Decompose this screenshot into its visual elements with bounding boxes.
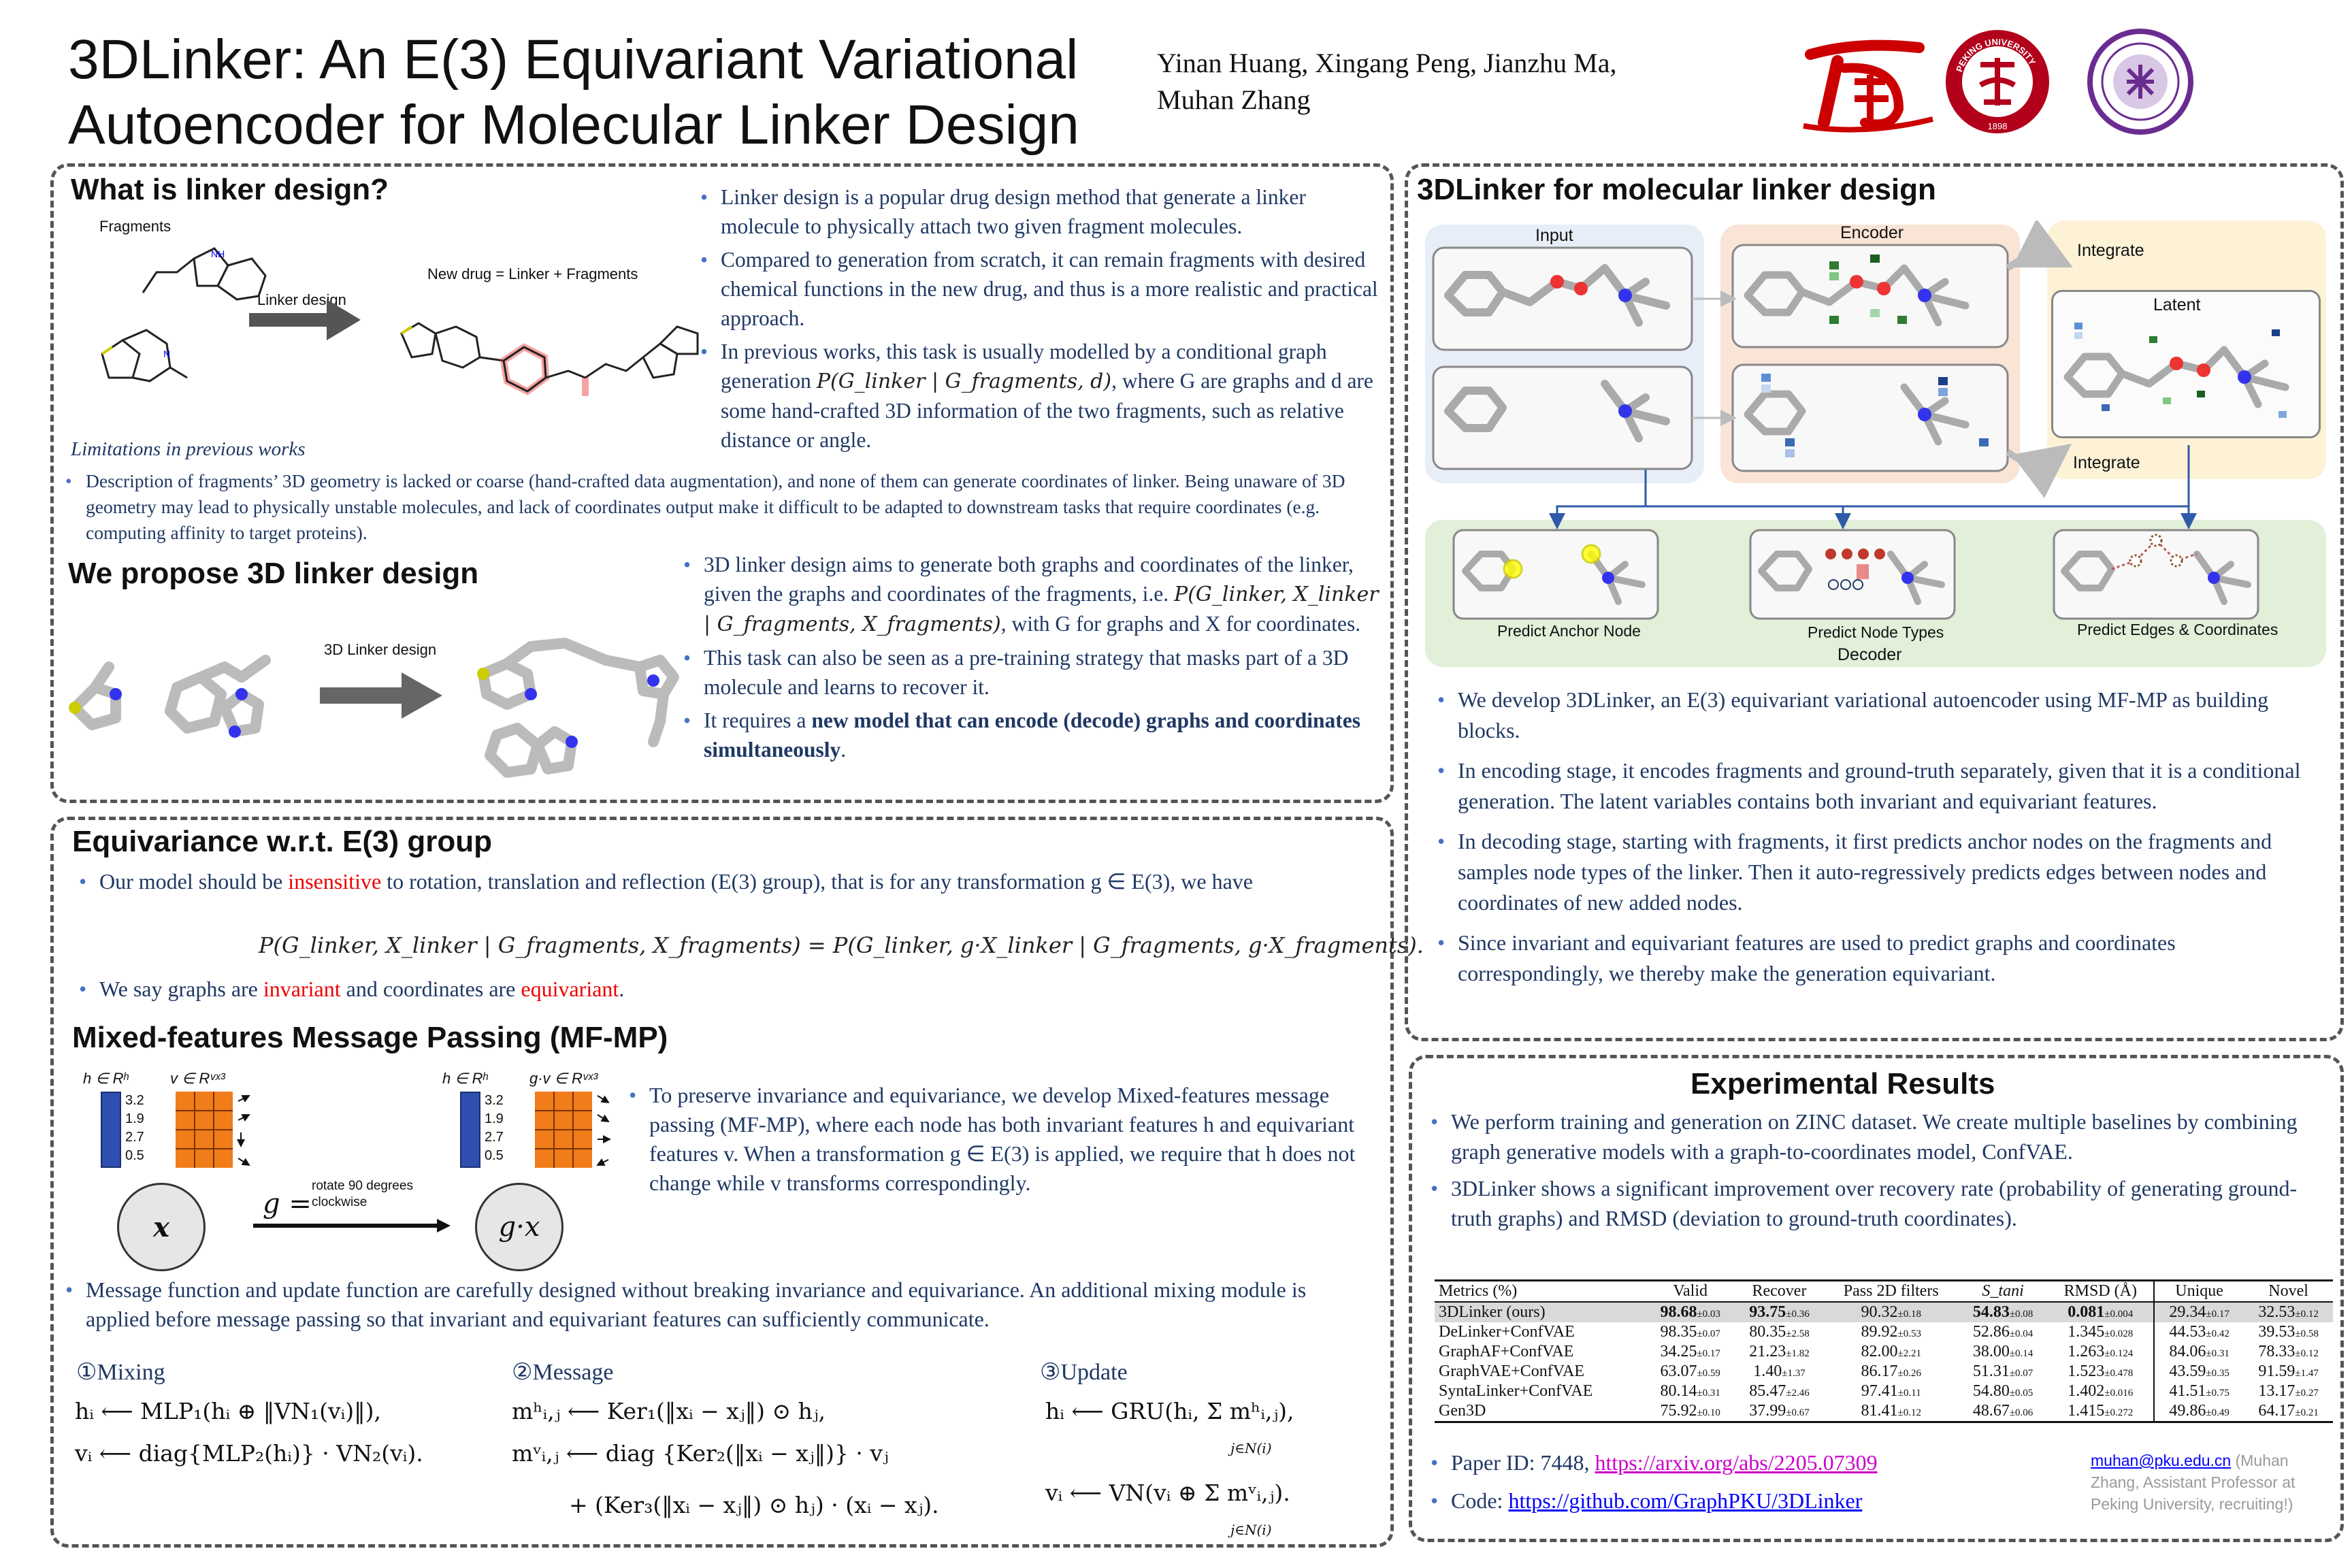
g-equals: g = [263,1188,312,1220]
col-novel: Novel [2268,1282,2308,1300]
title-line-2: Autoencoder for Molecular Linker Design [68,94,1079,156]
table-cell: 1.40±1.37 [1753,1362,1806,1380]
table-cell: 98.35±0.07 [1660,1323,1720,1341]
update-eq-2: vᵢ ⟵ VN(vᵢ ⊕ Σ mᵛᵢ,ⱼ). [1045,1480,1290,1506]
mixing-eq-1: hᵢ ⟵ MLP₁(hᵢ ⊕ ‖VN₁(vᵢ)‖), [75,1398,382,1424]
row-method-name: GraphVAE+ConfVAE [1439,1362,1584,1380]
table-cell: 89.92±0.53 [1861,1323,1922,1341]
3d-linker-figure [61,592,694,796]
table-cell: 1.402±0.016 [2047,1382,2154,1401]
node-gx: g·x [475,1183,564,1271]
propose-bullet-1-eq: P(G_linker, X_linker | G_fragments, X_fragments) [704,583,1379,636]
new-drug-molecule [402,323,698,396]
section-title-mfmp: Mixed-features Message Passing (MF-MP) [72,1021,668,1054]
pred-edges-label: Predict Edges & Coordinates [2077,621,2278,638]
svg-text:N: N [163,348,171,359]
email-link[interactable]: muhan@pku.edu.cn [2091,1452,2232,1469]
col-recover: Recover [1752,1282,1807,1300]
fig-newdrug-label: New drug = Linker + Fragments [427,265,638,282]
table-cell: 52.86±0.04 [1972,1323,2034,1341]
architecture-figure [1421,220,2326,670]
table-row [1435,1302,2333,1322]
results-table [1435,1279,2333,1423]
github-link[interactable]: https://github.com/GraphPKU/3DLinker [1508,1488,1863,1513]
table-cell: 0.081±0.004 [2047,1302,2154,1322]
table-cell: 54.80±0.05 [1972,1382,2034,1400]
results-table-header [1435,1281,2333,1303]
clockwise-label: clockwise [312,1195,368,1209]
section-title-equivariance: Equivariance w.r.t. E(3) group [72,825,492,858]
table-cell: 80.35±2.58 [1749,1323,1810,1341]
v-matrix-1 [176,1092,257,1168]
table-cell: 38.00±0.14 [1972,1343,2034,1360]
authors [1157,45,1674,118]
table-cell: 51.31±0.07 [1972,1362,2034,1380]
table-cell: 97.41±0.11 [1861,1382,1921,1400]
arxiv-link[interactable]: https://arxiv.org/abs/2205.07309 [1595,1450,1878,1475]
linker-design-arrow [249,299,361,340]
table-row [1435,1342,2333,1362]
model-bullet-2: • In encoding stage, it encodes fragments and ground-truth separately, given that it is a conditional generation. The latent variables contains both invariant and equivariant features. [1435,755,2326,817]
message-title: ②Message [512,1360,614,1385]
v-matrix-2 [535,1092,617,1168]
table-cell: 1.415±0.272 [2047,1401,2154,1422]
table-cell: 91.59±1.47 [2258,1362,2319,1380]
results-bullet-1: • We perform training and generation on ZINC dataset. We create multiple baselines by combining graph generative models with a graph-to-coordinates model, ConfVAE. [1428,1107,2333,1166]
table-cell: 78.33±0.12 [2258,1343,2319,1360]
equivariance-equation: P(G_linker, X_linker | G_fragments, X_fragments) = P(G_linker, g·X_linker | G_fragments, g·X_fragments). [259,932,1424,958]
svg-text:1898: 1898 [1987,121,2008,131]
propose-bullet-1: • 3D linker design aims to generate both graphs and coordinates of the linker, given the graphs and coordinates of the fragments, i.e. P(G_linker, X_linker | G_fragments, X_fragments), with G for graphs and X for coordinates. [681,550,1382,639]
col-metrics: Metrics (%) [1439,1282,1518,1300]
limitations-bullet: • Description of fragments’ 3D geometry is lacked or coarse (hand-crafted data augmentation), and none of them can generate coordinates of linker. Being unaware of 3D geometry may lead to physically unstable molecules, and lack of coordinates output make it difficult to be adapted to downstream tasks that require coordinates (e.g. computing affinity to target proteins). [63,468,1383,546]
table-row [1435,1362,2333,1382]
architecture-drawing [1421,220,2326,670]
what-bullet-2: • Compared to generation from scratch, it can remain fragments with desired chemical functions in the new drug, and thus is a more realistic and practical approach. [698,245,1378,333]
paper-id-item: • Paper ID: 7448, https://arxiv.org/abs/2205.07309 [1428,1446,2040,1480]
affiliation-text: (Muhan Zhang, Assistant Professor at Peking University, recruiting!) [2091,1452,2296,1513]
decoder-label: Decoder [1838,645,1902,664]
linker-design-figure [61,218,701,422]
section-title-what: What is linker design? [71,173,389,206]
update-eq-1: hᵢ ⟵ GRU(hᵢ, Σ mʰᵢ,ⱼ), [1045,1398,1294,1424]
fig-arrow-label: Linker design [257,291,346,308]
col-unique: Unique [2175,1282,2223,1300]
h-label-2: h ∈ Rʰ [442,1070,488,1087]
v-label: v ∈ Rᵛˣ³ [170,1070,225,1087]
table-cell: 64.17±0.21 [2258,1402,2319,1420]
gv-label: g·v ∈ Rᵛˣ³ [529,1070,598,1087]
svg-text:NH: NH [211,248,225,259]
what-bullet-1: • Linker design is a popular drug design method that generate a linker molecule to physically attach two given fragment molecules. [698,182,1378,241]
propose-bullet-2: • This task can also be seen as a pre-training strategy that masks part of a 3D molecule and learns to recover it. [681,643,1382,702]
table-row [1435,1382,2333,1401]
col-stani: S_tani [1982,1282,2024,1300]
encoder-label: Encoder [1840,223,1904,242]
h-vector-2 [460,1092,480,1168]
fig-fragments-label: Fragments [99,218,172,235]
results-bullets [1428,1107,2333,1237]
equiv-bullets [76,867,1369,900]
propose-bullet-3: • It requires a new model that can encode (decode) graphs and coordinates simultaneously. [681,706,1382,764]
what-bullet-3: • In previous works, this task is usually modelled by a conditional graph generation P(G_linker | G_fragments, d), where G are graphs and d are some hand-crafted 3D information of the two fragments, such as relative distance or angle. [698,337,1378,455]
results-bullet-2: • 3DLinker shows a significant improvement over recovery rate (probability of generating ground-truth graphs) and RMSD (deviation to ground-truth coordinates). [1428,1173,2333,1233]
table-cell: 75.92±0.10 [1660,1402,1720,1420]
authors-line-2: Muhan Zhang [1157,84,1311,115]
table-cell: 39.53±0.58 [2258,1323,2319,1341]
pred-anchor-label: Predict Anchor Node [1497,622,1641,640]
svg-text:PEKING UNIVERSITY: PEKING UNIVERSITY [1954,36,2038,74]
table-cell: 41.51±0.75 [2169,1382,2230,1400]
latent-label: Latent [2153,295,2201,314]
pred-types-label: Predict Node Types [1808,623,1944,641]
table-cell: 54.83±0.08 [1972,1303,2034,1321]
poster-title [68,27,1079,158]
h-label-1: h ∈ Rʰ [83,1070,129,1087]
table-cell: 1.263±0.124 [2047,1342,2154,1362]
update-title: ③Update [1040,1360,1128,1385]
table-cell: 29.34±0.17 [2169,1303,2230,1321]
limitations-title: Limitations in previous works [71,438,306,460]
what-bullet-3-eq: P(G_linker | G_fragments, d) [816,370,1112,393]
limitations-bullets [63,468,1383,550]
message-eq-3: + (Ker₃(‖xᵢ − xⱼ‖) ⊙ hⱼ) · (xᵢ − xⱼ). [569,1492,939,1518]
table-cell: 85.47±2.46 [1749,1382,1810,1400]
update-sum-index-1: j∈N(i) [1230,1440,1272,1456]
authors-line-1: Yinan Huang, Xingang Peng, Jianzhu Ma, [1157,48,1617,78]
col-valid: Valid [1673,1282,1708,1300]
table-row [1435,1401,2333,1422]
equiv-bullets-2 [76,975,1369,1008]
contact-info [2091,1450,2322,1515]
table-cell: 1.523±0.478 [2047,1362,2154,1382]
table-cell: 32.53±0.12 [2258,1303,2319,1321]
table-cell: 49.86±0.49 [2169,1402,2230,1420]
table-cell: 82.00±2.21 [1861,1343,1922,1360]
mfmp-bullets-2 [63,1275,1369,1338]
3d-linker-arrow [320,672,442,719]
table-cell: 37.99±0.67 [1749,1402,1810,1420]
table-cell: 63.07±0.59 [1660,1362,1720,1380]
tsinghua-seal [2086,27,2195,136]
row-method-name: DeLinker+ConfVAE [1439,1323,1575,1341]
table-cell: 90.32±0.18 [1861,1303,1922,1321]
equiv-bullet-2: • We say graphs are invariant and coordinates are equivariant. [76,975,1369,1004]
section-title-propose: We propose 3D linker design [68,557,479,590]
table-cell: 81.41±0.12 [1861,1402,1922,1420]
model-bullet-4: • Since invariant and equivariant features are used to predict graphs and coordinates correspondingly, we thereby make the generation equivariant. [1435,928,2326,989]
table-row [1435,1322,2333,1342]
table-cell: 84.06±0.31 [2169,1343,2230,1360]
table-cell: 13.17±0.27 [2258,1382,2319,1400]
transform-arrow [253,1215,451,1236]
thiophene-fragment [102,330,187,381]
mfmp-figure [75,1062,619,1293]
message-eq-1: mʰᵢ,ⱼ ⟵ Ker₁(‖xᵢ − xⱼ‖) ⊙ hⱼ, [512,1398,826,1424]
col-pass-2d: Pass 2D filters [1843,1282,1939,1300]
row-method-name: SyntaLinker+ConfVAE [1439,1382,1593,1400]
calligraphy-logo [1797,27,1940,136]
row-method-name: GraphAF+ConfVAE [1439,1343,1574,1360]
peking-university-seal [1943,27,2052,136]
integrate-label-2: Integrate [2073,453,2140,472]
section-title-results: Experimental Results [1690,1067,1995,1100]
propose-bullets [681,550,1382,768]
h-values-1: 3.2 1.9 2.7 0.5 [125,1093,144,1163]
table-cell: 43.59±0.35 [2169,1362,2230,1380]
table-cell: 93.75±0.36 [1749,1303,1810,1321]
message-eq-2: mᵛᵢ,ⱼ ⟵ diag {Ker₂(‖xᵢ − xⱼ‖)} · vⱼ [512,1440,889,1467]
row-method-name: 3DLinker (ours) [1439,1303,1546,1321]
table-cell: 80.14±0.31 [1660,1382,1720,1400]
results-table-container [1435,1279,2333,1423]
mfmp-bullets [626,1081,1388,1202]
model-bullet-1: • We develop 3DLinker, an E(3) equivariant variational autoencoder using MF-MP as building blocks. [1435,685,2326,746]
update-sum-index-2: j∈N(i) [1230,1522,1272,1538]
table-cell: 98.68±0.03 [1660,1303,1720,1321]
mfmp-bullet-2: • Message function and update function are carefully designed without breaking invariance and equivariance. An additional mixing module is applied before message passing so that invariant and equivariant features can sufficiently communicate. [63,1275,1369,1334]
h-vector-1 [101,1092,121,1168]
indole-fragment [143,248,265,299]
table-cell: 48.67±0.06 [1972,1402,2034,1420]
h-values-2: 3.2 1.9 2.7 0.5 [485,1093,504,1163]
integrate-label-1: Integrate [2077,241,2144,260]
model-bullet-3: • In decoding stage, starting with fragments, it first predicts anchor nodes on the fragments and samples node types of the linker. Then it auto-regressively predicts edges between nodes and coordinates of new added nodes. [1435,826,2326,918]
code-item: • Code: https://github.com/GraphPKU/3DLinker [1428,1484,2040,1518]
fig-3d-arrow-label: 3D Linker design [324,641,437,658]
what-bullets [698,182,1378,459]
col-rmsd: RMSD (Å) [2047,1281,2154,1303]
node-x: x [117,1183,206,1271]
table-cell: 21.23±1.82 [1749,1343,1810,1360]
table-cell: 1.345±0.028 [2047,1322,2154,1342]
mfmp-bullet-1: • To preserve invariance and equivariance, we develop Mixed-features message passing (MF-MP), where each node has both invariant features h and equivariant features v. When a transformation g ∈ E(3) is applied, we require that h does not change while v transforms correspondingly. [626,1081,1388,1198]
table-cell: 86.17±0.26 [1861,1362,1922,1380]
mixing-title: ①Mixing [76,1360,165,1385]
input-label: Input [1535,226,1573,245]
table-cell: 44.53±0.42 [2169,1323,2230,1341]
links-list [1428,1446,2040,1522]
model-bullets [1435,685,2326,993]
rotate-label: rotate 90 degrees [312,1179,413,1193]
title-line-1: 3DLinker: An E(3) Equivariant Variational [68,29,1079,91]
mixing-eq-2: vᵢ ⟵ diag{MLP₂(hᵢ)} · VN₂(vᵢ). [75,1440,423,1467]
table-cell: 34.25±0.17 [1660,1343,1720,1360]
row-method-name: Gen3D [1439,1402,1486,1420]
equiv-bullet-1: • Our model should be insensitive to rotation, translation and reflection (E(3) group), that is for any transformation g ∈ E(3), we have [76,867,1369,896]
section-title-model: 3DLinker for molecular linker design [1417,173,1936,206]
